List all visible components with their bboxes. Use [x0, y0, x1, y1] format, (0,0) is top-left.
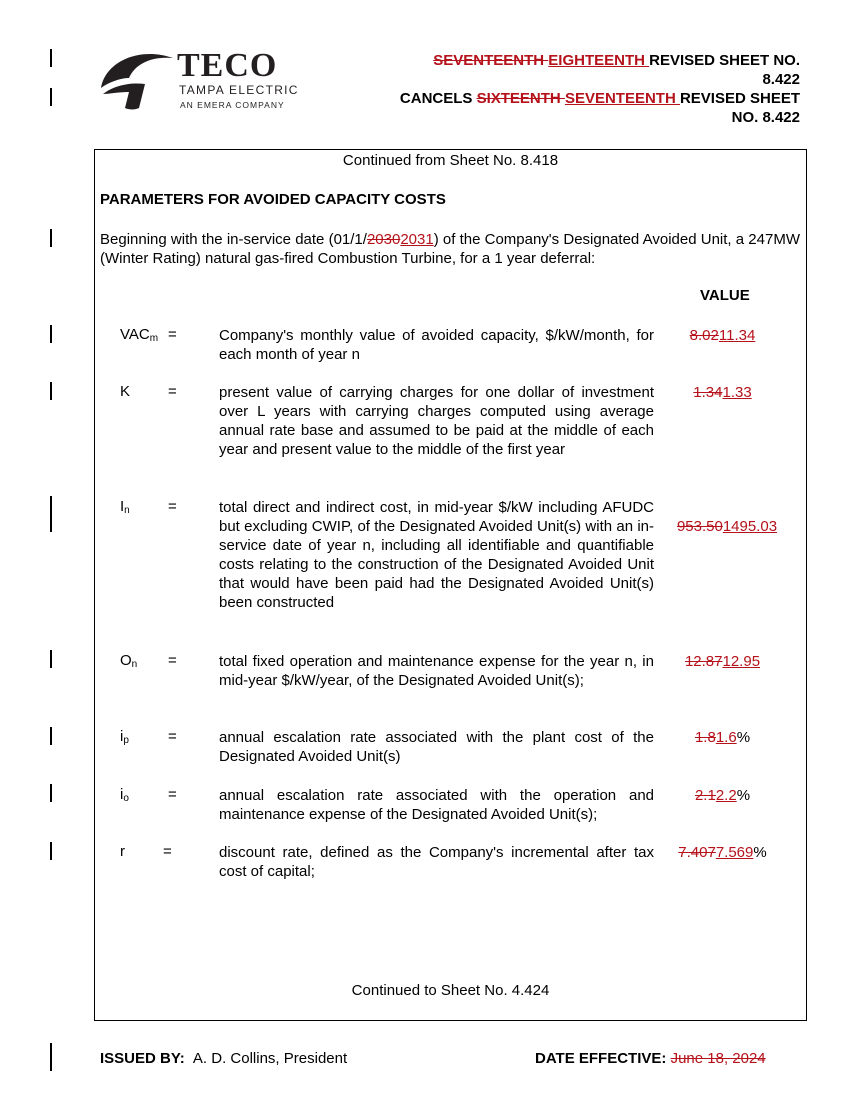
- symbol-text: r: [120, 843, 125, 860]
- symbol-text: O: [120, 652, 132, 669]
- company-logo: [99, 48, 339, 114]
- param-symbol: [120, 498, 130, 516]
- param-description: discount rate, defined as the Company's incremental after tax cost of capital;: [219, 844, 654, 880]
- param-value: [660, 786, 785, 805]
- param-value: [660, 843, 785, 862]
- continued-to: Continued to Sheet No. 4.424: [351, 982, 550, 999]
- symbol-text: K: [120, 383, 131, 400]
- new-value: 2.2: [715, 787, 737, 804]
- equals-sign: =: [168, 786, 177, 803]
- revision-bar: [50, 88, 52, 106]
- param-description: Company's monthly value of avoided capacity, $/kW/month, for each month of year n: [219, 327, 654, 363]
- old-value: 7.407: [678, 844, 716, 861]
- new-value: 12.95: [722, 653, 761, 670]
- param-value: [660, 728, 785, 747]
- param-symbol: [120, 843, 125, 861]
- param-symbol: [120, 652, 137, 670]
- equals-sign: =: [168, 326, 177, 343]
- revision-bar: [50, 496, 52, 532]
- issued-by: [100, 1050, 347, 1067]
- symbol-text: i: [120, 728, 124, 745]
- intro-text: ) of the Company's Designated Avoided Unit, a 247MW (Winter Rating) natural gas-fired Combustion Turbine, for a 1 year deferral:: [100, 231, 800, 267]
- new-value: 1.6: [715, 729, 737, 746]
- revision-bar: [50, 1043, 52, 1071]
- param-description: total direct and indirect cost, in mid-year $/kW including AFUDC but excluding CWIP, of the Designated Avoided Unit(s) with an in-service date of year n, including all identifiable and quantifiable costs relating to the construction of the Designated Avoided Unit that would have been paid had the Designated Avoided Unit(s) been constructed: [219, 499, 654, 611]
- issued-label: ISSUED BY:: [100, 1050, 185, 1067]
- inserted-text: SEVENTEENTH: [564, 90, 680, 107]
- revision-bar: [50, 229, 52, 247]
- param-value: [662, 517, 792, 536]
- inserted-text: EIGHTEENTH: [548, 52, 650, 69]
- logo-subtitle: TAMPA ELECTRIC: [179, 83, 299, 97]
- param-value: [660, 383, 785, 402]
- old-value: 8.02: [689, 327, 719, 344]
- revision-bar: [50, 382, 52, 400]
- param-symbol: [120, 383, 130, 401]
- value-unit: %: [736, 729, 751, 746]
- symbol-subscript: o: [123, 793, 129, 804]
- sheet-line-4: NO. 8.422: [731, 109, 800, 126]
- old-value: 1.8: [694, 729, 716, 746]
- sheet-header: [360, 51, 800, 127]
- sheet-label: REVISED SHEET: [679, 90, 800, 107]
- deleted-text: SEVENTEENTH: [433, 52, 549, 69]
- param-symbol: [120, 786, 129, 804]
- continued-from: Continued from Sheet No. 8.418: [342, 152, 559, 169]
- new-value: 1.33: [722, 384, 752, 401]
- intro-text: Beginning with the in-service date (01/1/: [100, 231, 367, 248]
- param-description: present value of carrying charges for one dollar of investment over L years with carrying charges computed using average annual rate base and assumed to be paid at the middle of each year and present value to the middle of the first year: [219, 384, 654, 458]
- param-symbol: [120, 326, 158, 344]
- value-unit: %: [736, 787, 751, 804]
- symbol-subscript: p: [123, 735, 129, 746]
- symbol-subscript: n: [124, 505, 130, 516]
- symbol-text: i: [120, 786, 124, 803]
- param-description: annual escalation rate associated with the operation and maintenance expense of the Designated Avoided Unit(s);: [219, 787, 654, 823]
- param-description: annual escalation rate associated with the plant cost of the Designated Avoided Unit(s): [219, 729, 654, 765]
- logo-swoosh-icon: [99, 48, 177, 112]
- revision-bar: [50, 727, 52, 745]
- old-value: 953.50: [676, 518, 723, 535]
- revision-bar: [50, 784, 52, 802]
- equals-sign: =: [168, 652, 177, 669]
- sheet-label: REVISED SHEET NO.: [649, 52, 800, 69]
- revision-bar: [50, 842, 52, 860]
- equals-sign: =: [168, 383, 177, 400]
- param-description: total fixed operation and maintenance expense for the year n, in mid-year $/kW/year, of the Designated Avoided Unit(s);: [219, 653, 654, 689]
- symbol-text: VAC: [120, 326, 150, 343]
- old-value: 1.34: [693, 384, 723, 401]
- param-value: [660, 326, 785, 345]
- symbol-subscript: n: [131, 659, 138, 670]
- symbol-subscript: m: [149, 333, 159, 344]
- date-label: DATE EFFECTIVE:: [535, 1050, 667, 1067]
- param-symbol: [120, 728, 129, 746]
- equals-sign: =: [168, 728, 177, 745]
- deleted-text: 2030: [366, 231, 401, 248]
- param-value: [660, 652, 785, 671]
- symbol-text: I: [120, 498, 125, 515]
- equals-sign: =: [168, 498, 177, 515]
- new-value: 1495.03: [722, 518, 778, 535]
- sheet-line-3: [360, 89, 800, 108]
- revision-bar: [50, 650, 52, 668]
- issued-value: A. D. Collins, President: [192, 1050, 348, 1067]
- value-unit: %: [753, 844, 767, 861]
- sheet-line-1: [360, 51, 800, 70]
- cancels-label: CANCELS: [399, 90, 477, 107]
- revision-bar: [50, 49, 52, 67]
- value-column-header: VALUE: [700, 287, 750, 304]
- old-value: 2.1: [694, 787, 716, 804]
- section-title: PARAMETERS FOR AVOIDED CAPACITY COSTS: [100, 191, 446, 208]
- inserted-text: 2031: [400, 231, 434, 248]
- date-effective: [535, 1050, 766, 1067]
- intro-paragraph: [100, 230, 800, 268]
- new-value: 11.34: [718, 327, 756, 344]
- deleted-date: June 18, 2024: [670, 1050, 766, 1067]
- logo-text: TECO: [177, 47, 278, 84]
- new-value: 7.569: [715, 844, 754, 861]
- deleted-text: SIXTEENTH: [476, 90, 565, 107]
- logo-tagline: AN EMERA COMPANY: [180, 100, 285, 110]
- sheet-line-2: 8.422: [762, 71, 800, 88]
- revision-bar: [50, 325, 52, 343]
- equals-sign: =: [163, 843, 172, 860]
- old-value: 12.87: [684, 653, 723, 670]
